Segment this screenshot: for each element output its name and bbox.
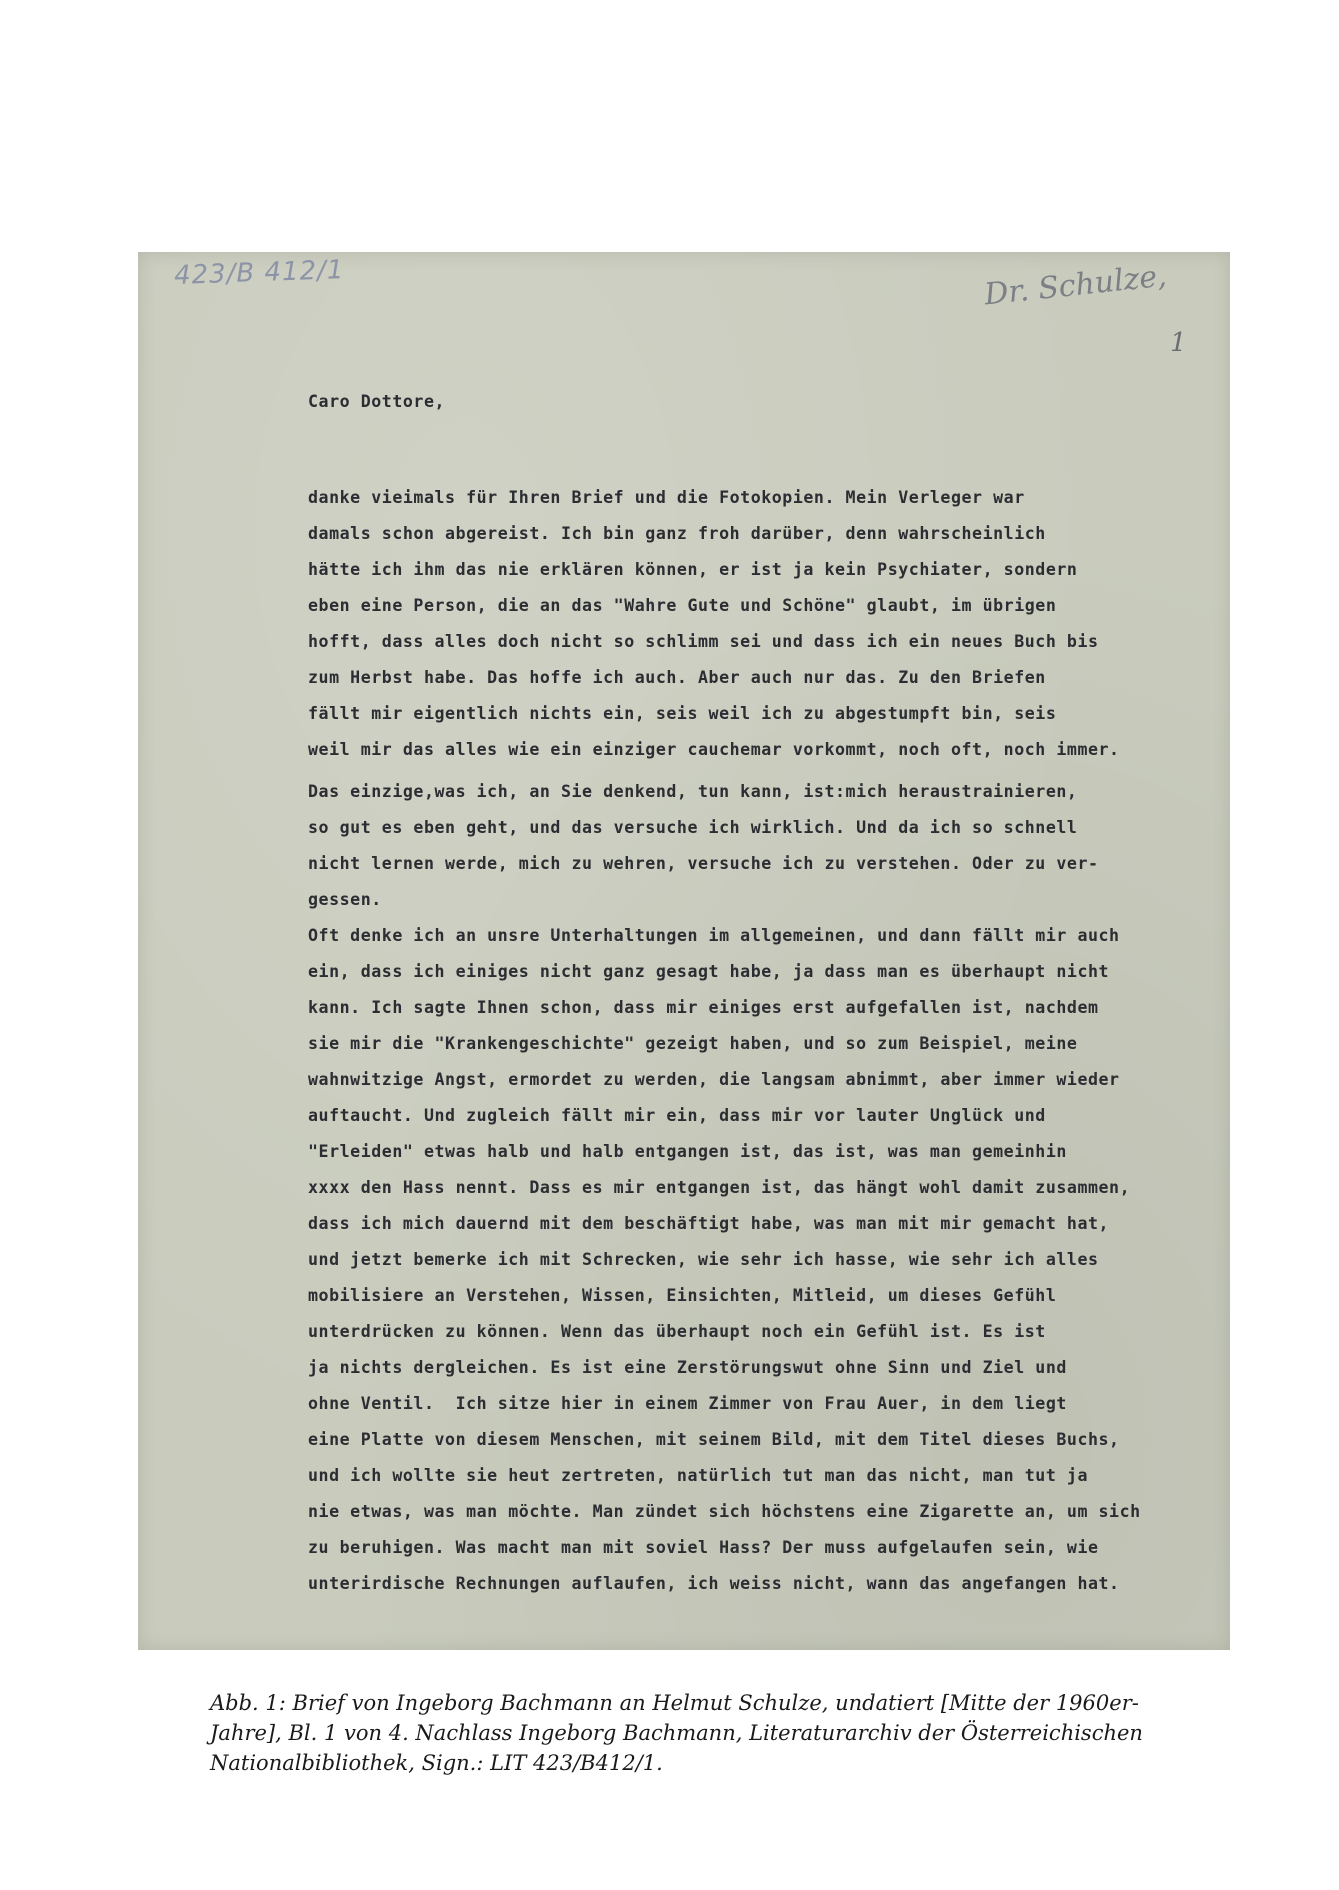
letter-line: hätte ich ihm das nie erklären können, er ist ja kein Psychiater, sondern [308, 560, 1078, 579]
letter-line: eben eine Person, die an das "Wahre Gute und Schöne" glaubt, im übrigen [308, 596, 1057, 615]
letter-line: zum Herbst habe. Das hoffe ich auch. Aber auch nur das. Zu den Briefen [308, 668, 1046, 687]
letter-line: zu beruhigen. Was macht man mit soviel Hass? Der muss aufgelaufen sein, wie [308, 1538, 1099, 1557]
figure-caption [210, 1688, 1160, 1778]
letter-line: Das einzige,was ich, an Sie denkend, tun kann, ist:mich heraustrainieren, [308, 782, 1078, 801]
caption-line: Nationalbibliothek, Sign.: LIT 423/B412/1. [210, 1751, 663, 1775]
letter-line: kann. Ich sagte Ihnen schon, dass mir einiges erst aufgefallen ist, nachdem [308, 998, 1099, 1017]
letter-line: damals schon abgereist. Ich bin ganz froh darüber, denn wahrscheinlich [308, 524, 1046, 543]
letter-line: nicht lernen werde, mich zu wehren, versuche ich zu verstehen. Oder zu ver- [308, 854, 1099, 873]
letter-line: unterdrücken zu können. Wenn das überhaupt noch ein Gefühl ist. Es ist [308, 1322, 1046, 1341]
letter-line: unterirdische Rechnungen auflaufen, ich weiss nicht, wann das angefangen hat. [308, 1574, 1120, 1593]
letter-scan [138, 252, 1230, 1650]
letter-line: ohne Ventil. Ich sitze hier in einem Zimmer von Frau Auer, in dem liegt [308, 1394, 1067, 1413]
letter-line: sie mir die "Krankengeschichte" gezeigt haben, und so zum Beispiel, meine [308, 1034, 1078, 1053]
handwritten-page-number: 1 [1170, 328, 1187, 358]
letter-line: und jetzt bemerke ich mit Schrecken, wie sehr ich hasse, wie sehr ich alles [308, 1250, 1099, 1269]
letter-line: weil mir das alles wie ein einziger cauchemar vorkommt, noch oft, noch immer. [308, 740, 1120, 759]
caption-line: Jahre], Bl. 1 von 4. Nachlass Ingeborg Bachmann, Literaturarchiv der Österreichischen [210, 1721, 1143, 1745]
letter-line: auftaucht. Und zugleich fällt mir ein, dass mir vor lauter Unglück und [308, 1106, 1046, 1125]
handwritten-addressee: Dr. Schulze, [982, 258, 1169, 313]
letter-line: so gut es eben geht, und das versuche ich wirklich. Und da ich so schnell [308, 818, 1078, 837]
letter-line: wahnwitzige Angst, ermordet zu werden, die langsam abnimmt, aber immer wieder [308, 1070, 1120, 1089]
letter-line: ein, dass ich einiges nicht ganz gesagt habe, ja dass man es überhaupt nicht [308, 962, 1110, 981]
caption-line: Abb. 1: Brief von Ingeborg Bachmann an Helmut Schulze, undatiert [Mitte der 1960er- [210, 1691, 1139, 1715]
letter-line: dass ich mich dauernd mit dem beschäftigt habe, was man mit mir gemacht hat, [308, 1214, 1110, 1233]
letter-line: nie etwas, was man möchte. Man zündet sich höchstens eine Zigarette an, um sich [308, 1502, 1141, 1521]
letter-line: Oft denke ich an unsre Unterhaltungen im allgemeinen, und dann fällt mir auch [308, 926, 1120, 945]
archive-number-mark: 423/B 412/1 [173, 255, 345, 291]
letter-line: ja nichts dergleichen. Es ist eine Zerstörungswut ohne Sinn und Ziel und [308, 1358, 1067, 1377]
letter-line: hofft, dass alles doch nicht so schlimm sei und dass ich ein neues Buch bis [308, 632, 1099, 651]
letter-line: mobilisiere an Verstehen, Wissen, Einsichten, Mitleid, um dieses Gefühl [308, 1286, 1057, 1305]
letter-line: xxxx den Hass nennt. Dass es mir entgangen ist, das hängt wohl damit zusammen, [308, 1178, 1131, 1197]
letter-line: und ich wollte sie heut zertreten, natürlich tut man das nicht, man tut ja [308, 1466, 1088, 1485]
letter-line: fällt mir eigentlich nichts ein, seis weil ich zu abgestumpft bin, seis [308, 704, 1057, 723]
letter-line: gessen. [308, 890, 382, 909]
letter-line: danke vieimals für Ihren Brief und die Fotokopien. Mein Verleger war [308, 488, 1025, 507]
letter-salutation: Caro Dottore, [308, 392, 446, 411]
letter-line: eine Platte von diesem Menschen, mit seinem Bild, mit dem Titel dieses Buchs, [308, 1430, 1120, 1449]
letter-line: "Erleiden" etwas halb und halb entgangen ist, das ist, was man gemeinhin [308, 1142, 1067, 1161]
